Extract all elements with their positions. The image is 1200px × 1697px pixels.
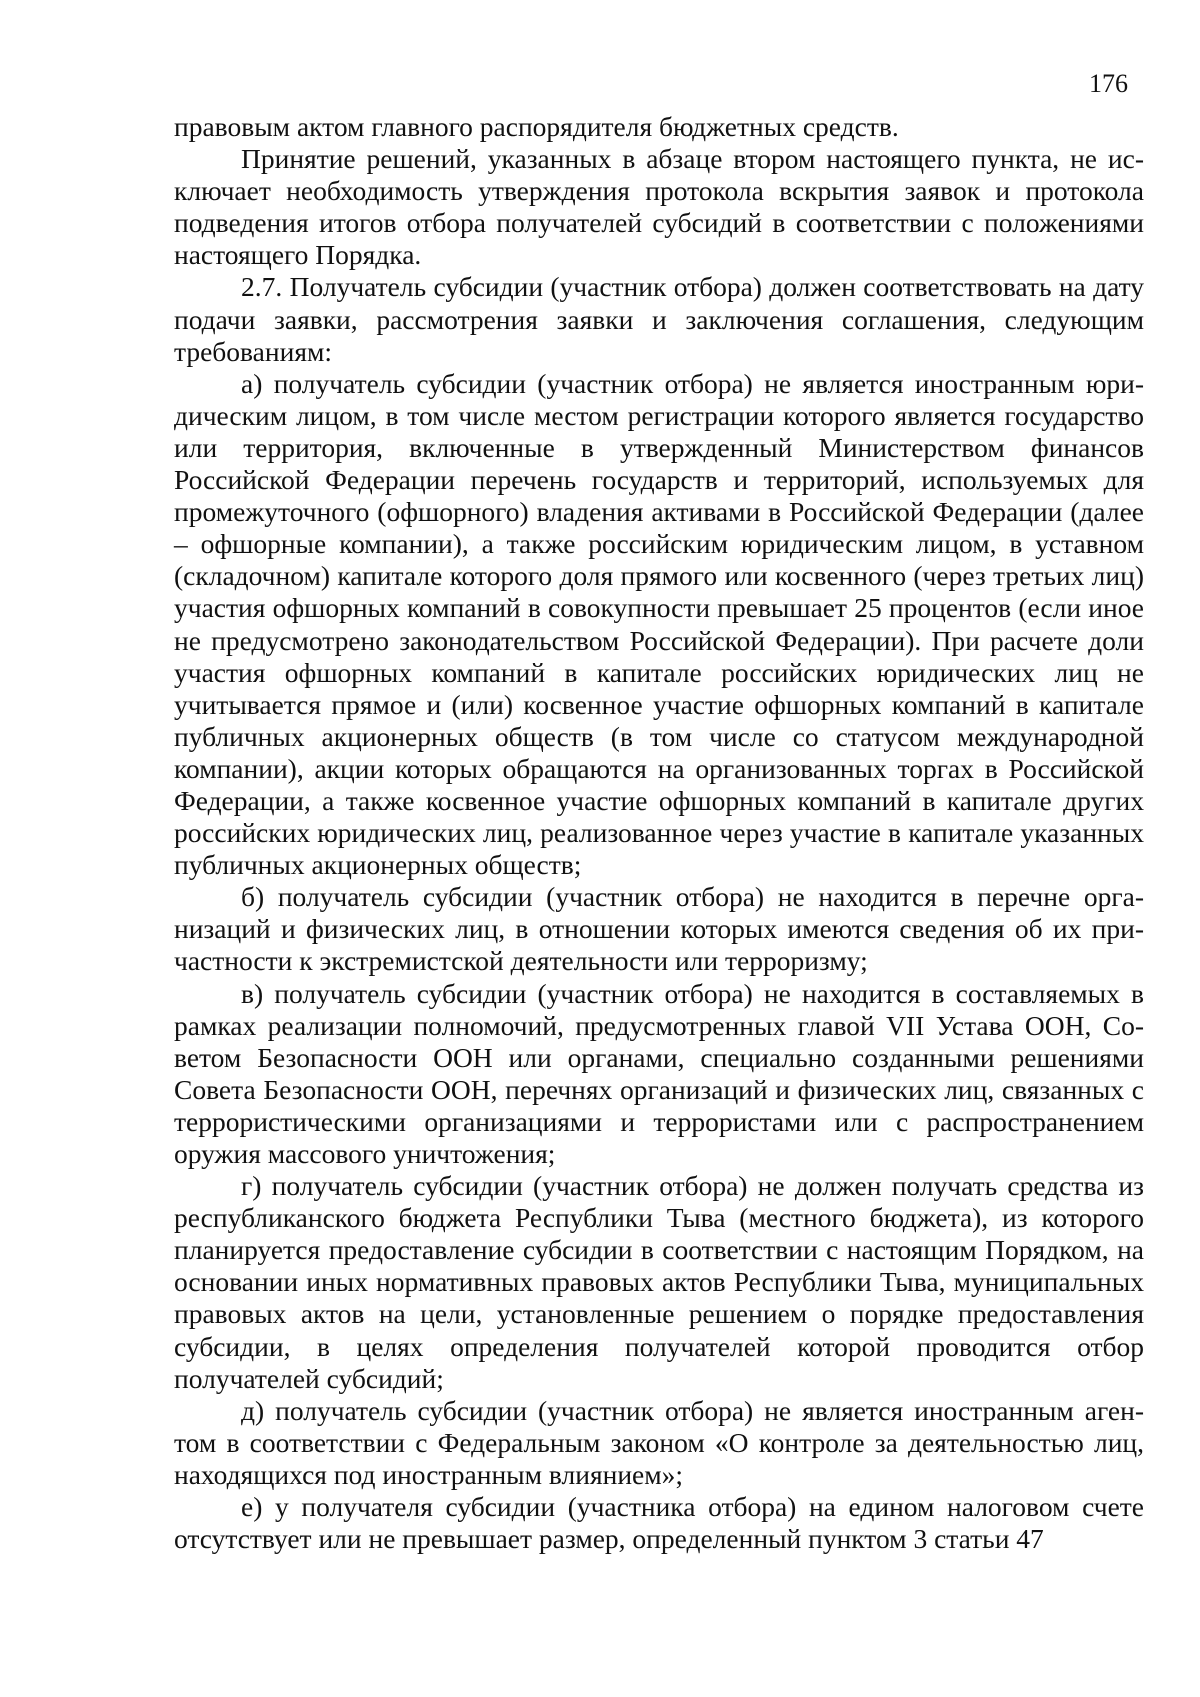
document-body — [174, 111, 1144, 1555]
paragraph-item-b: б) получатель субсидии (участник отбора) не находится в перечне организаций и физических лиц, в отношении которых имеются сведения об их причастности к экстремистской деятельности или терроризму; — [174, 881, 1144, 977]
paragraph-item-v: в) получатель субсидии (участник отбора) не находится в составляемых в рамках реализации полномочий, предусмотренных главой VII Устава ООН, Советом Безопасности ООН или органами, специально созданными решениями Совета Безопасности ООН, перечнях организаций и физических лиц, связанных с террористическими организациями и террористами или с распространением оружия массового уничтожения; — [174, 977, 1144, 1169]
paragraph-item-a: а) получатель субсидии (участник отбора) не является иностранным юридическим лицом, в том числе местом регистрации которого является государство или территория, включенные в утвержденный Министерством финансов Российской Федерации перечень государств и территорий, используемых для промежуточного (офшорного) владения активами в Российской Федерации (далее – офшорные компании), а также российским юридическим лицом, в уставном (складочном) капитале которого доля прямого или косвенного (через третьих лиц) участия офшорных компаний в совокупности превышает 25 процентов (если иное не предусмотрено законодательством Российской Федерации). При расчете доли участия офшорных компаний в капитале российских юридических лиц не учитывается прямое и (или) косвенное участие офшорных компаний в капитале публичных акционерных обществ (в том числе со статусом международной компании), акции которых обращаются на организованных торгах в Российской Федерации, а также косвенное участие офшорных компаний в капитале других российских юридических лиц, реализованное через участие в капитале указанных публичных акционерных обществ; — [174, 367, 1144, 881]
paragraph-2-7: 2.7. Получатель субсидии (участник отбора) должен соответствовать на дату подачи заявки, рассмотрения заявки и заключения соглашения, следующим требованиям: — [174, 271, 1144, 367]
paragraph-decisions: Принятие решений, указанных в абзаце втором настоящего пункта, не исключает необходимость утверждения протокола вскрытия заявок и протокола подведения итогов отбора получателей субсидий в соответствии с положениями настоящего Порядка. — [174, 143, 1144, 271]
paragraph-item-e: е) у получателя субсидии (участника отбора) на едином налоговом счете отсутствует или не превышает размер, определенный пунктом 3 статьи 47 — [174, 1491, 1144, 1555]
page-number: 176 — [1089, 69, 1128, 98]
paragraph-item-d: д) получатель субсидии (участник отбора) не является иностранным агентом в соответствии с Федеральным законом «О контроле за деятельностью лиц, находящихся под иностранным влиянием»; — [174, 1394, 1144, 1490]
paragraph-item-g: г) получатель субсидии (участник отбора) не должен получать средства из республиканского бюджета Республики Тыва (местного бюджета), из которого планируется предоставление субсидии в соответствии с настоящим Порядком, на основании иных нормативных правовых актов Республики Тыва, муниципальных правовых актов на цели, установленные решением о порядке предоставления субсидии, в целях определения получателей которой проводится отбор получателей субсидий; — [174, 1170, 1144, 1394]
paragraph-continuation: правовым актом главного распорядителя бюджетных средств. — [174, 111, 899, 142]
